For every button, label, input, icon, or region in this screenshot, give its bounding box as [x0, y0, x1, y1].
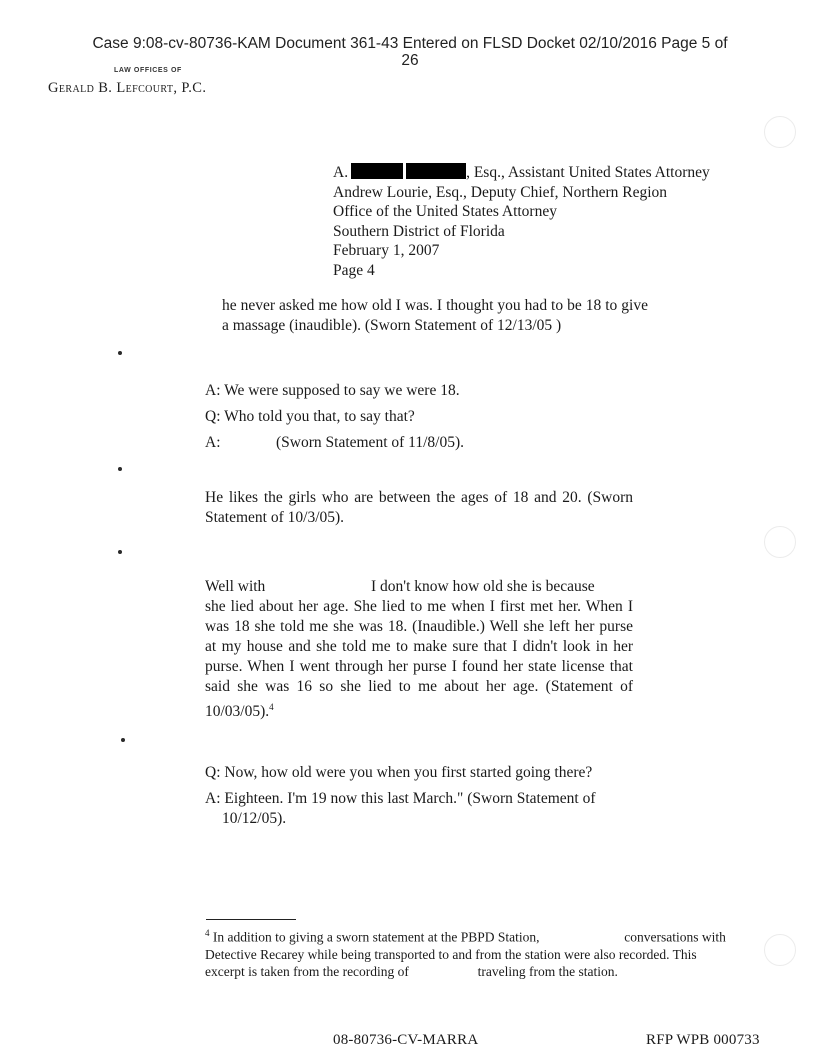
bates-page-stamp: RFP WPB 000733	[646, 1032, 760, 1048]
bullet	[118, 550, 122, 554]
letterhead-small: LAW OFFICES OF	[114, 67, 182, 74]
address-date: February 1, 2007	[333, 242, 440, 259]
address-page-number: Page 4	[333, 261, 375, 279]
footnote-rule	[206, 919, 296, 920]
case-header-line2: 26	[401, 52, 419, 69]
quote-4-text: she lied about her age. She lied to me when I first met her. When I was 18 she told me she was 18. (Inaudible.) Well she left her purse at my house and she told me to make sure that I didn't look in her purse. When I went through her purse I found her state license that said she was 16 so she lied to me about her age. (Statement of 10/03/05).	[205, 598, 633, 721]
footnote-part-1: In addition to giving a sworn statement at the PBPD Station,	[212, 929, 540, 945]
address-prefix: A.	[333, 164, 349, 181]
footnote-part-3: traveling from the station.	[477, 963, 618, 979]
punch-hole-top	[764, 116, 796, 148]
address-line-2: Andrew Lourie, Esq., Deputy Chief, Northern Region	[333, 183, 668, 201]
footnote-reference: 4	[269, 702, 274, 712]
quote-2-answer-1: A: We were supposed to say we were 18.	[205, 382, 460, 399]
punch-hole-middle	[764, 526, 796, 558]
redaction-bar	[351, 163, 403, 179]
case-header	[40, 35, 780, 69]
footnote	[205, 925, 735, 980]
quote-5-answer-cont: 10/12/05).	[222, 810, 287, 827]
quote-5-answer: A: Eighteen. I'm 19 now this last March." (Sworn Statement of	[205, 790, 596, 807]
address-suffix: , Esq., Assistant United States Attorney	[466, 164, 710, 181]
bullet	[118, 351, 122, 355]
bullet	[121, 738, 125, 742]
quote-5-question: Q: Now, how old were you when you first started going there?	[205, 764, 593, 781]
address-block	[333, 163, 710, 280]
quote-4-start: Well with	[205, 578, 266, 595]
quote-2-answer-label: A:	[205, 434, 221, 451]
punch-hole-bottom	[764, 934, 796, 966]
quote-3: He likes the girls who are between the ages of 18 and 20. (Sworn Statement of 10/3/05).	[205, 489, 633, 526]
quote-4-first-line-rest: I don't know how old she is because	[371, 578, 595, 595]
footnote-mark: 4	[205, 928, 210, 938]
footnote-part-2: conversations with Detective Recarey while being transported to and from the station were also recorded. This excerpt is taken from the recording of	[205, 929, 726, 979]
redaction-bar	[406, 163, 466, 179]
bullet	[118, 467, 122, 471]
address-line-4: Southern District of Florida	[333, 222, 505, 240]
quote-4-body	[205, 597, 633, 722]
bates-case-number: 08-80736-CV-MARRA	[333, 1032, 479, 1048]
address-line-1	[333, 163, 710, 183]
quote-2-question: Q: Who told you that, to say that?	[205, 408, 415, 425]
letterhead-firm-name: Gerald B. Lefcourt, P.C.	[48, 80, 207, 96]
case-header-line1: Case 9:08-cv-80736-KAM Document 361-43 Entered on FLSD Docket 02/10/2016 Page 5 of	[92, 35, 728, 52]
address-line-3: Office of the United States Attorney	[333, 203, 557, 220]
quote-2-answer-text: (Sworn Statement of 11/8/05).	[276, 434, 464, 451]
quote-1: he never asked me how old I was. I thought you had to be 18 to give a massage (inaudible). (Sworn Statement of 12/13/05 )	[222, 297, 648, 334]
